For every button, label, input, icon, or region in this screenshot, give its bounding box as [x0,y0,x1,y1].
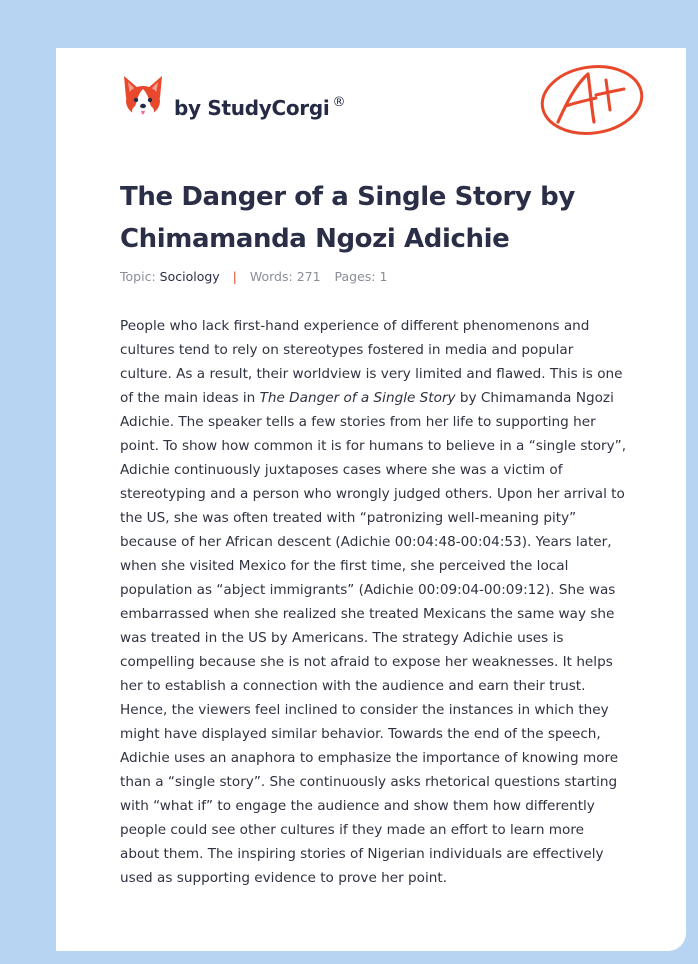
document-page [56,48,686,951]
document-title: The Danger of a Single Story by Chimamanda Ngozi Adichie [120,182,575,254]
document-meta [120,269,387,284]
words-count: 271 [296,269,321,284]
words-label: Words: [249,269,293,284]
essay-body [120,314,627,890]
pages-label: Pages: [334,269,376,284]
corgi-logo-icon [122,74,164,120]
a-plus-grade-icon [536,58,652,138]
meta-separator: | [232,269,237,284]
topic-label: Topic: [120,269,156,284]
body-text-rest: by Chimamanda Ngozi Adichie. The speaker tells a few stories from her life to supporting her point. To show how common it is for humans to believe in a “single story”, Adichie continuously juxtaposes cases where she was a victim of stereotyping and a person who wrongly judged others. Upon her arrival to the US, she was often treated with “patronizing well-meaning pity” because of her African descent (Adichie 00:04:48-00:04:53). Years later, when she visited Mexico for the first time, she perceived the local population as “abject immigrants” (Adichie 00:09:04-00:09:12). She was embarrassed when she realized she treated Mexicans the same way she was treated in the US by Americans. The strategy Adichie uses is compelling because she is not afraid to expose her weaknesses. It helps her to establish a connection with the audience and earn their trust. Hence, the viewers feel inclined to consider the instances in which they might have displayed similar behavior. Towards the end of the speech, Adichie uses an anaphora to emphasize the importance of knowing more than a “single story”. She continuously asks rhetorical questions starting with “what if” to engage the audience and show them how differently people could see other cultures if they made an effort to learn more about them. The inspiring stories of Nigerian individuals are effectively used as supporting evidence to prove her point. [120,390,627,886]
body-text-start: People who lack first-hand experience of different phenomenons and cultures tend to rely on stereotypes fostered in media and popular culture. As a result, their worldview is very limited and flawed. This is one of the main ideas in [120,318,623,406]
film-title-italic: The Danger of a Single Story [259,390,456,406]
registered-mark: ® [332,95,346,110]
topic-link[interactable]: Sociology [159,269,220,284]
brand-name: by StudyCorgi ® [174,95,346,120]
pages-count: 1 [379,269,388,284]
